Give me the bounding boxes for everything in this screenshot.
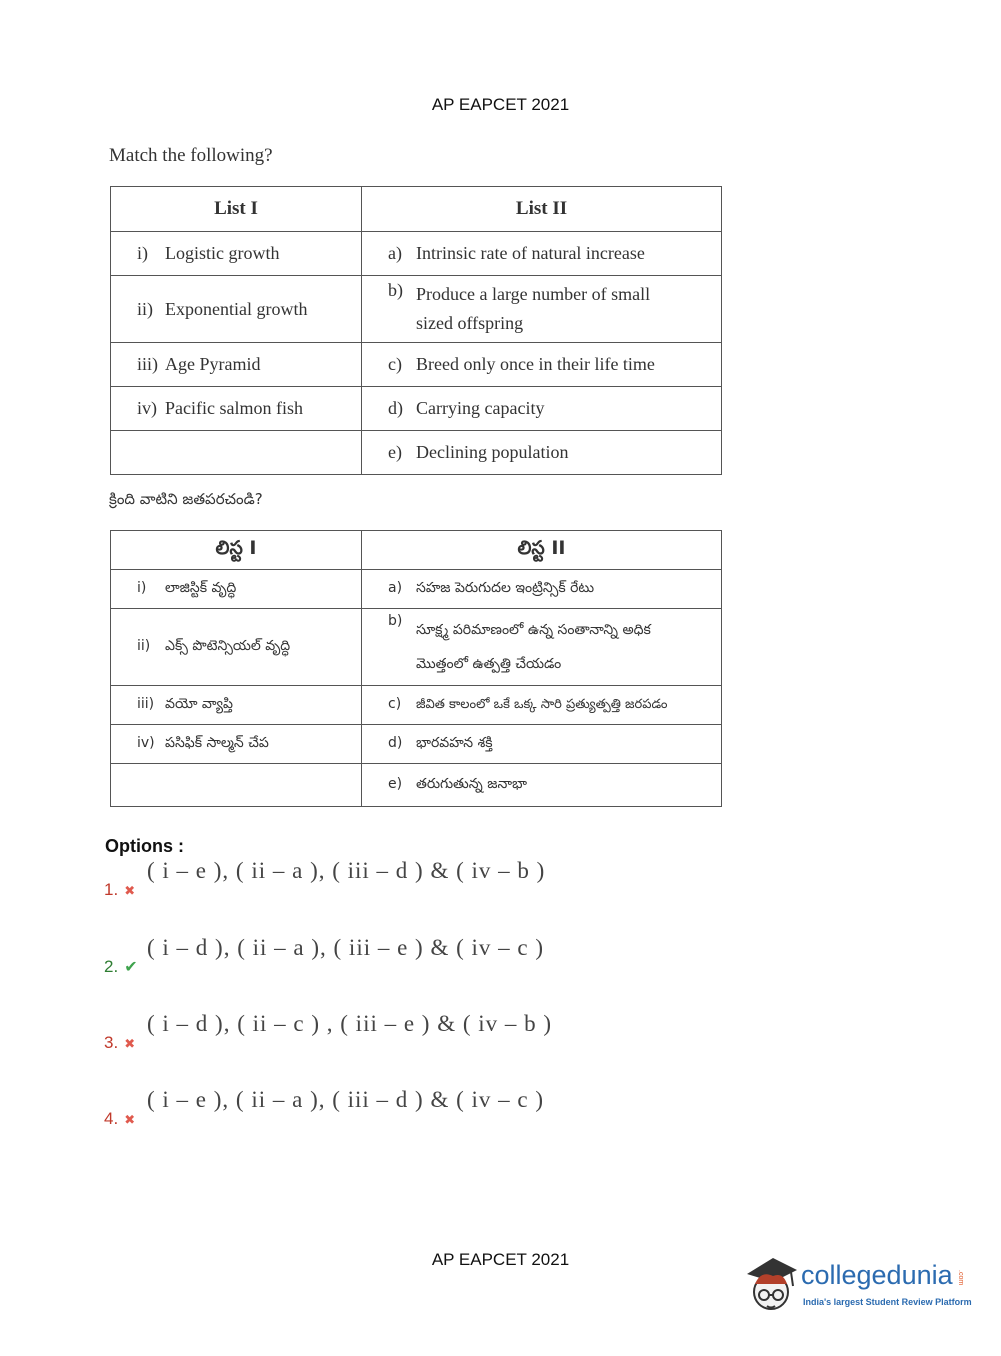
option-expression: ( i – d ), ( ii – c ) , ( iii – e ) & ( iv – b ) <box>147 1011 553 1036</box>
question-english: Match the following? <box>109 145 273 166</box>
table-row <box>111 276 722 343</box>
options-title: Options : <box>105 836 184 856</box>
option-number: 2. <box>104 957 119 976</box>
list-2-item: సూక్ష్మ పరిమాణంలో ఉన్న సంతానాన్ని అధిక మొత్తంలో ఉత్పత్తి చేయడం <box>416 622 651 672</box>
row-index: iii) <box>137 695 155 712</box>
list-1-item: వయో వ్యాప్తి <box>165 695 233 712</box>
page-header: AP EAPCET 2021 <box>431 95 570 114</box>
match-table-telugu <box>110 530 722 807</box>
option-expression: ( i – d ), ( ii – a ), ( iii – e ) & ( iv – c ) <box>147 935 545 960</box>
logo-suffix: .com <box>957 1270 964 1286</box>
row-index: c) <box>388 695 402 712</box>
list-2-item: భారవహన శక్తి <box>416 734 493 751</box>
list-2-header: లిస్ట II <box>362 531 722 570</box>
wrong-icon: ✖ <box>124 1036 136 1051</box>
list-2-item: తరుగుతున్న జనాభా <box>416 775 528 792</box>
row-index: iv) <box>137 398 157 418</box>
row-index: e) <box>388 775 403 792</box>
row-index: c) <box>388 354 402 374</box>
row-index: ii) <box>137 637 151 654</box>
match-table-english <box>110 186 722 475</box>
table-row <box>111 431 722 475</box>
list-1-item: పసిఫిక్ సాల్మన్ చేప <box>165 734 269 751</box>
list-2-item: Carrying capacity <box>416 398 545 418</box>
table-row <box>111 232 722 276</box>
row-index: d) <box>388 734 403 751</box>
list-1-header: లిస్ట I <box>111 531 362 570</box>
option-number: 3. <box>104 1033 119 1052</box>
option-expression: ( i – e ), ( ii – a ), ( iii – d ) & ( iv – c ) <box>147 1087 545 1112</box>
table-row <box>111 387 722 431</box>
option-4[interactable] <box>104 1087 545 1129</box>
page-footer: AP EAPCET 2021 <box>431 1250 570 1269</box>
question-telugu: క్రింది వాటిని జతపరచండి? <box>109 490 263 508</box>
wrong-icon: ✖ <box>124 883 136 898</box>
list-1-item: Exponential growth <box>165 298 308 319</box>
list-2-item: జీవిత కాలంలో ఒకే ఒక్క సారి ప్రత్యుత్పత్తి జరపడం <box>416 696 668 712</box>
logo-tagline: India's largest Student Review Platform <box>803 1297 972 1307</box>
mascot-icon <box>743 1250 799 1314</box>
row-index: e) <box>388 442 402 462</box>
list-1-item: Logistic growth <box>165 243 280 263</box>
table-row <box>111 343 722 387</box>
logo-wordmark: collegedunia <box>801 1260 953 1290</box>
list-1-item: లాజిస్టిక్ వృద్ధి <box>165 579 237 596</box>
list-1-item: Age Pyramid <box>165 354 261 374</box>
option-number: 4. <box>104 1109 119 1128</box>
row-index: ii) <box>137 298 153 319</box>
option-expression: ( i – e ), ( ii – a ), ( iii – d ) & ( iv – b ) <box>147 858 546 883</box>
row-index: a) <box>388 243 402 263</box>
row-index: iv) <box>137 734 155 751</box>
table-row <box>111 686 722 725</box>
list-2-item: Declining population <box>416 442 569 462</box>
list-1-item: Pacific salmon fish <box>165 398 303 418</box>
row-index: a) <box>388 579 403 596</box>
option-1[interactable] <box>104 858 546 900</box>
list-2-header: List II <box>362 187 722 232</box>
list-2-item: సహజ పెరుగుదల ఇంట్రిన్సిక్ రేటు <box>416 579 595 596</box>
list-1-header: List I <box>111 187 362 232</box>
row-index: i) <box>137 579 147 596</box>
wrong-icon: ✖ <box>124 1112 136 1127</box>
table-row <box>111 725 722 764</box>
collegedunia-logo[interactable] <box>743 1250 973 1320</box>
correct-check-icon: ✔ <box>124 959 138 976</box>
table-row <box>111 609 722 686</box>
list-2-item: Intrinsic rate of natural increase <box>416 243 645 263</box>
row-index: iii) <box>137 354 158 374</box>
table-row <box>111 764 722 807</box>
list-2-item: Breed only once in their life time <box>416 354 655 374</box>
row-index: b) <box>388 613 403 629</box>
row-index: i) <box>137 243 148 263</box>
option-3[interactable] <box>104 1011 553 1053</box>
row-index: d) <box>388 398 403 418</box>
list-2-item: Produce a large number of small sized offspring <box>416 284 651 333</box>
table-row <box>111 570 722 609</box>
option-2[interactable] <box>104 935 545 977</box>
row-index: b) <box>388 280 403 300</box>
option-number: 1. <box>104 880 119 899</box>
list-1-item: ఎక్స్ పొటెన్సియల్ వృద్ధి <box>165 637 291 654</box>
